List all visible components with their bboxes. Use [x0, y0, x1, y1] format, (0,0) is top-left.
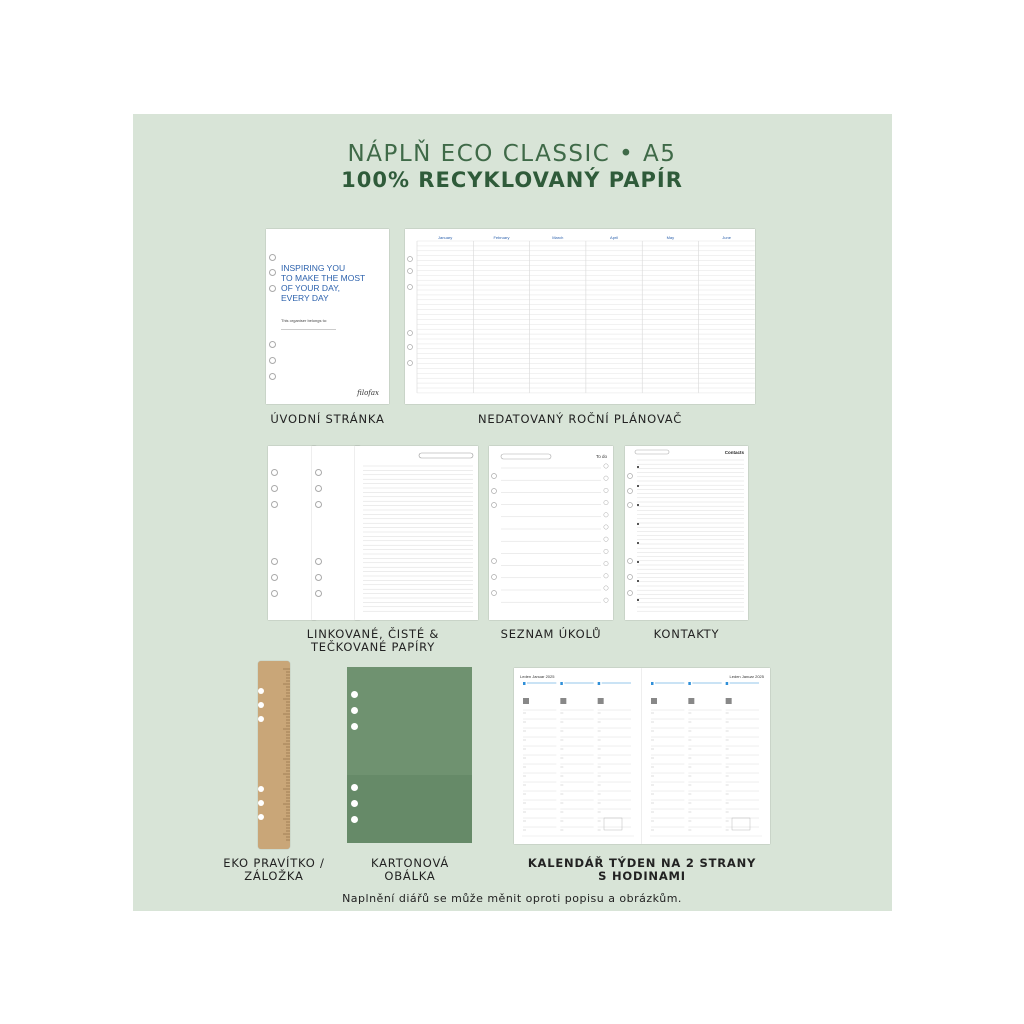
contact-icon	[637, 523, 639, 525]
ruler-hole	[258, 716, 264, 722]
cardboard-cover-preview	[347, 667, 472, 843]
ruler-ticks	[258, 661, 290, 849]
page-title: NÁPLŇ ECO CLASSIC • A5	[347, 141, 677, 167]
hole	[628, 489, 633, 494]
intro-page-preview	[266, 229, 389, 404]
calendar-left-page	[514, 668, 642, 844]
todo-checkbox	[604, 561, 608, 565]
hole	[492, 503, 497, 508]
contact-icon	[637, 485, 639, 487]
ruler-label: EKO PRAVÍTKO / ZÁLOŽKA	[223, 856, 325, 883]
hole	[628, 575, 633, 580]
ruler-hole	[258, 702, 264, 708]
hole	[492, 591, 497, 596]
calendar-right-title: Leden Januar 2025	[729, 674, 764, 679]
todo-checkbox	[604, 513, 608, 517]
day-number	[598, 682, 601, 685]
contact-icon	[637, 599, 639, 601]
month-header: June	[722, 235, 731, 240]
contacts-title: Contacts	[724, 450, 744, 455]
intro-text: INSPIRING YOU TO MAKE THE MOST OF YOUR DAY, EVERY DAY	[281, 263, 366, 303]
todo-checkbox	[604, 574, 608, 578]
todo-title: To do	[595, 454, 607, 459]
month-header: February	[493, 235, 510, 240]
month-header: May	[666, 235, 675, 240]
cover-pocket	[347, 775, 472, 843]
qr-code	[726, 698, 732, 704]
hole	[628, 503, 633, 508]
qr-code	[688, 698, 694, 704]
day-number	[688, 682, 691, 685]
hole	[408, 331, 413, 336]
intro-page-label: ÚVODNÍ STRÁNKA	[270, 412, 385, 426]
contact-icon	[637, 504, 639, 506]
lined-paper-preview	[355, 446, 478, 620]
contact-icon	[637, 466, 639, 468]
qr-code	[523, 698, 529, 704]
mini-calendar	[604, 818, 622, 830]
qr-code	[651, 698, 657, 704]
calendar-label: KALENDÁŘ TÝDEN NA 2 STRANY S HODINAMI	[527, 856, 757, 883]
hole	[408, 269, 413, 274]
todo-checkbox	[604, 586, 608, 590]
dotted-paper-preview	[312, 446, 360, 620]
day-number	[523, 682, 526, 685]
day-number	[726, 682, 729, 685]
ruler-hole	[258, 786, 264, 792]
calendar-right-grid	[642, 668, 770, 844]
lined-paper-lines	[355, 446, 478, 620]
todo-label: SEZNAM ÚKOLŮ	[500, 627, 602, 641]
header-box	[501, 454, 551, 459]
todo-checkbox	[604, 525, 608, 529]
hole	[492, 559, 497, 564]
todo-page-preview	[489, 446, 613, 620]
month-header: April	[610, 235, 619, 240]
hole	[492, 575, 497, 580]
qr-code	[598, 698, 604, 704]
hole	[492, 474, 497, 479]
month-header: March	[552, 235, 564, 240]
year-planner-label: NEDATOVANÝ ROČNÍ PLÁNOVAČ	[477, 412, 683, 426]
hole	[408, 345, 413, 350]
belongs-to-text: This organiser belongs to:	[281, 318, 328, 323]
ruler-hole	[258, 688, 264, 694]
filofax-logo: filofax	[357, 389, 379, 397]
day-number	[651, 682, 654, 685]
hole	[408, 285, 413, 290]
contact-icon	[637, 542, 639, 544]
paper-label: LINKOVANÉ, ČISTÉ & TEČKOVANÉ PAPÍRY	[306, 627, 440, 654]
hole	[408, 257, 413, 262]
calendar-left-grid	[514, 668, 642, 844]
hole	[628, 559, 633, 564]
qr-code	[560, 698, 566, 704]
mini-calendar	[732, 818, 750, 830]
blank-paper-preview	[268, 446, 316, 620]
contact-icon	[637, 580, 639, 582]
contacts-lines	[625, 446, 748, 620]
todo-checkbox	[604, 476, 608, 480]
todo-checkbox	[604, 537, 608, 541]
day-number	[560, 682, 563, 685]
belongs-line	[281, 329, 336, 330]
calendar-left-title: Leden Januar 2025	[520, 674, 555, 679]
todo-checkbox	[604, 488, 608, 492]
todo-checkbox	[604, 598, 608, 602]
contact-icon	[637, 561, 639, 563]
hole	[628, 474, 633, 479]
cover-label: KARTONOVÁ OBÁLKA	[370, 856, 450, 883]
contacts-page-preview	[625, 446, 748, 620]
calendar-right-page	[642, 668, 770, 844]
todo-lines	[489, 446, 613, 620]
ruler-hole	[258, 800, 264, 806]
todo-checkbox	[604, 549, 608, 553]
page-subtitle: 100% RECYKLOVANÝ PAPÍR	[341, 168, 683, 192]
hole	[408, 361, 413, 366]
footer-note: Naplnění diářů se může měnit oproti popisu a obrázkům.	[342, 892, 682, 905]
hole	[492, 489, 497, 494]
hole	[628, 591, 633, 596]
header-box	[635, 450, 669, 454]
header-box	[419, 453, 473, 458]
ruler-hole	[258, 814, 264, 820]
todo-checkbox	[604, 464, 608, 468]
todo-checkbox	[604, 500, 608, 504]
month-header: January	[438, 235, 453, 240]
year-planner-grid	[405, 229, 755, 404]
eco-ruler-preview	[258, 661, 290, 849]
year-planner-preview	[405, 229, 755, 404]
contacts-label: KONTAKTY	[653, 627, 720, 641]
